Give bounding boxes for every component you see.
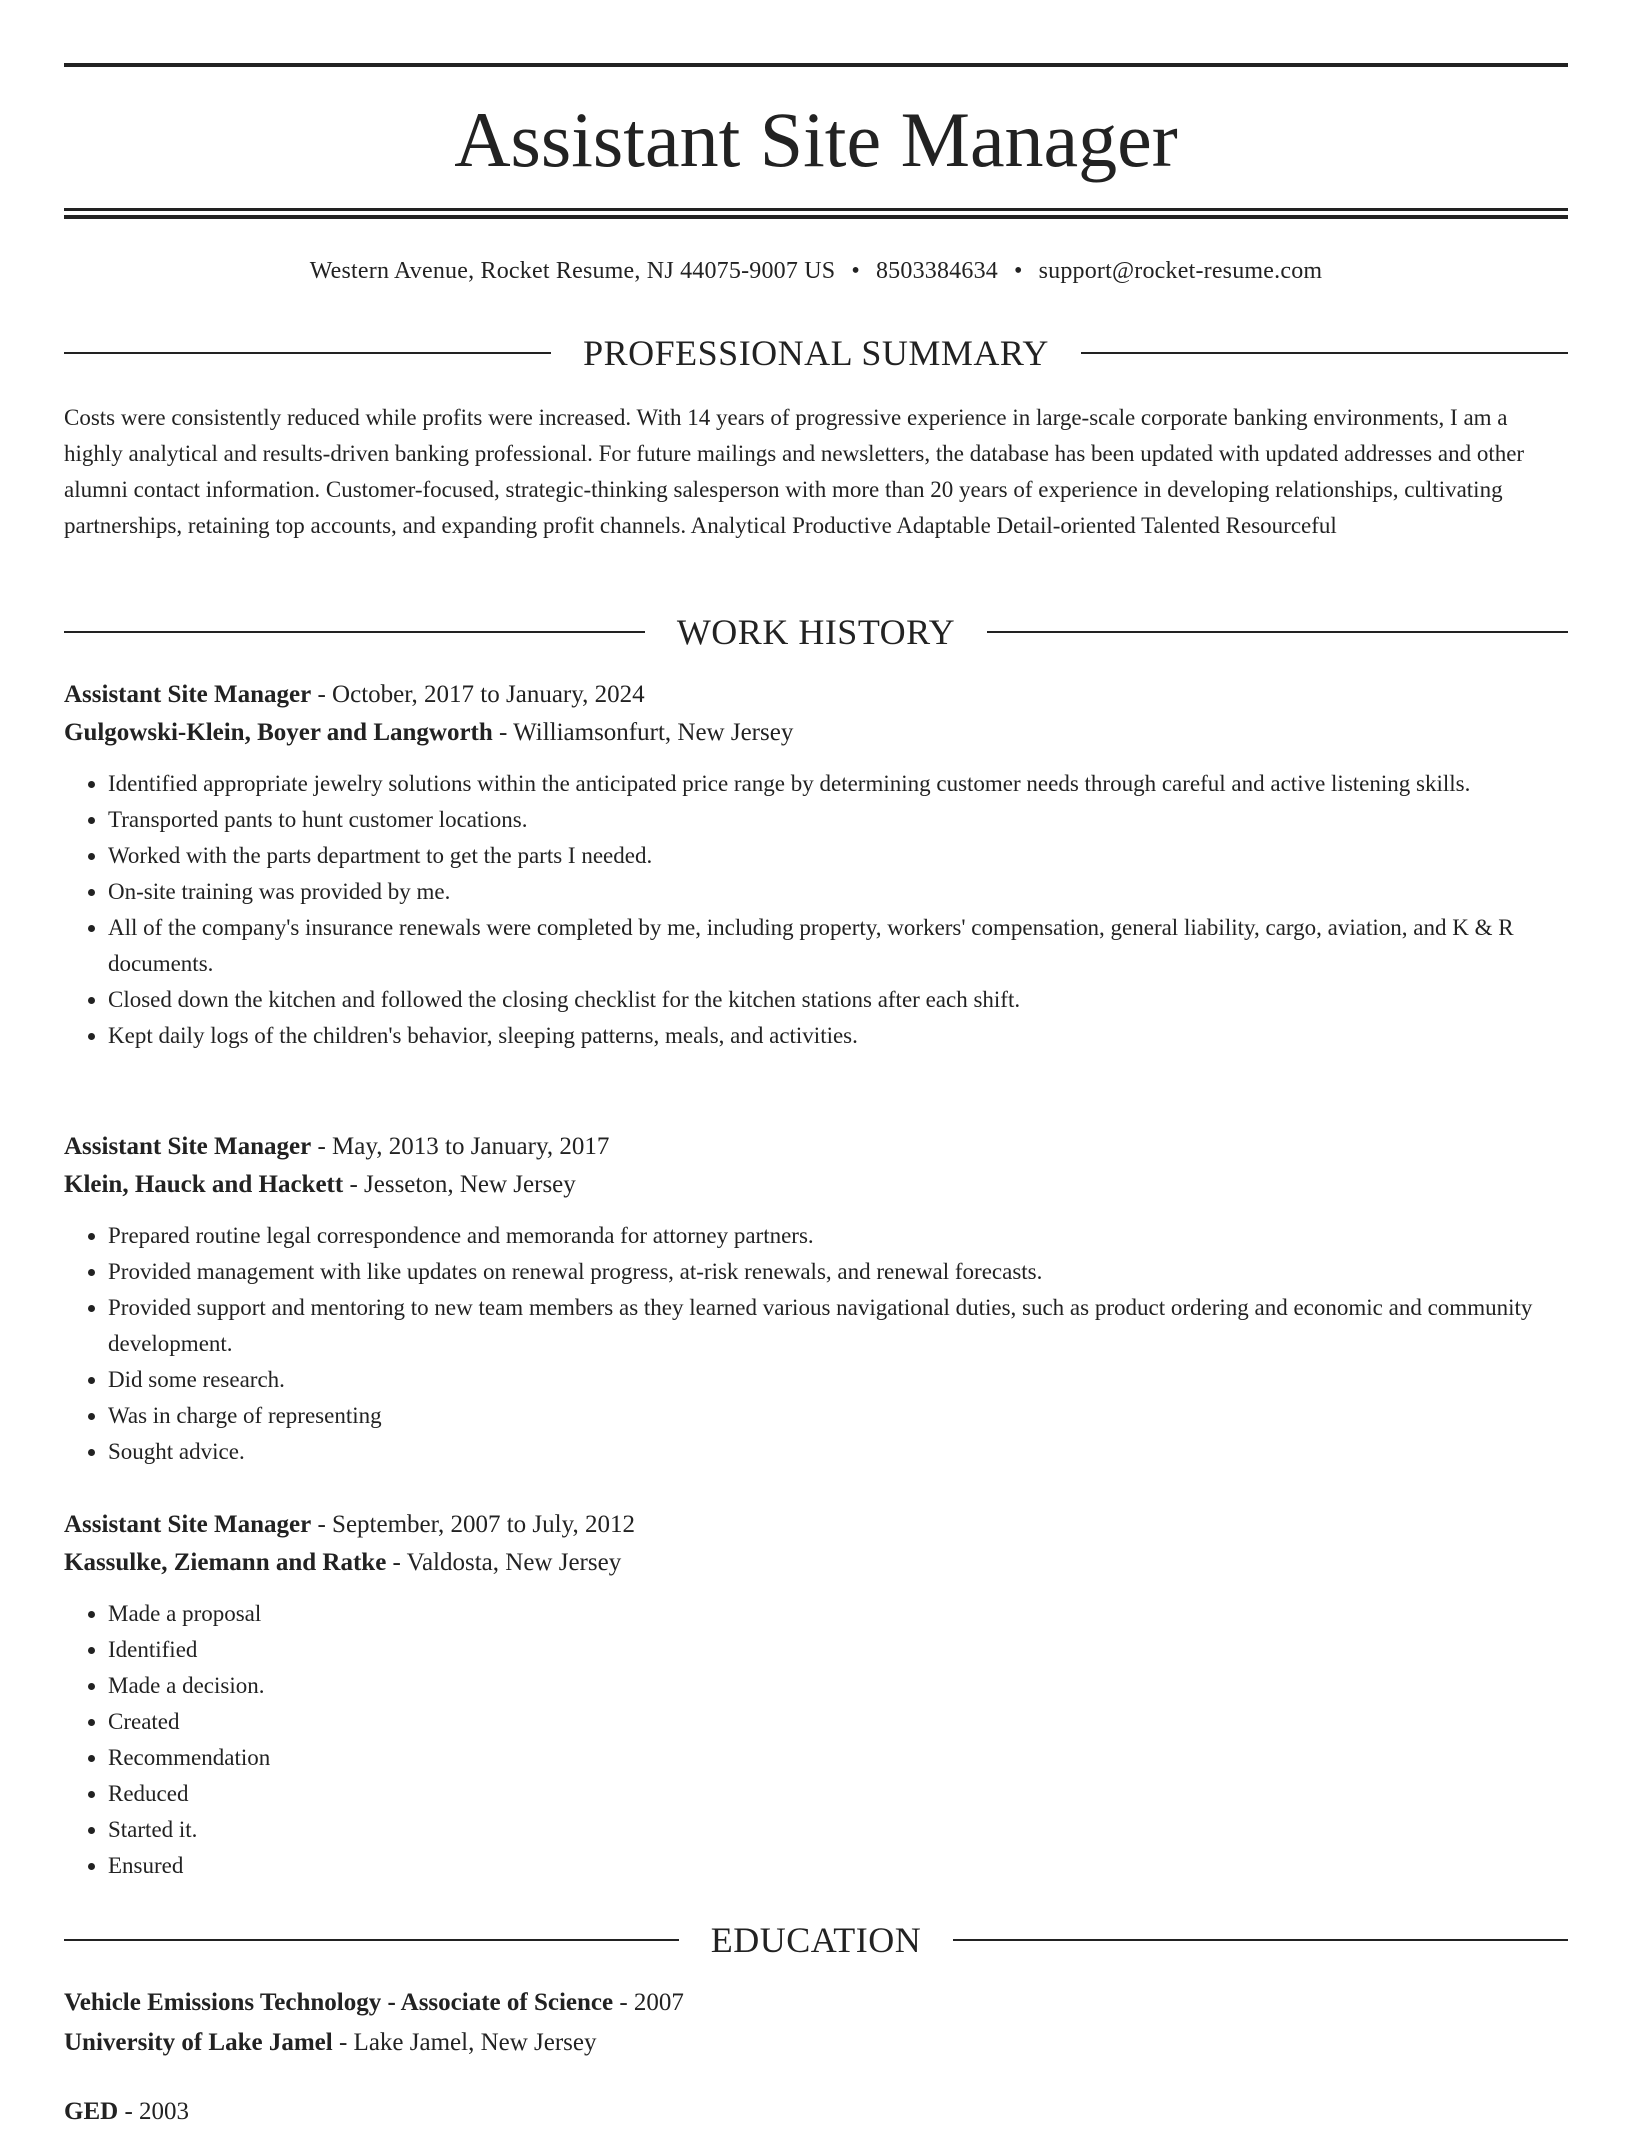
job-bullet: • Worked with the parts department to get the parts I needed. bbox=[108, 838, 1568, 874]
resume-name-title: Assistant Site Manager bbox=[454, 96, 1178, 183]
job-bullet: • Did some research. bbox=[108, 1362, 1568, 1398]
contact-separator: • bbox=[1013, 258, 1023, 284]
education-school: University of Lake Jamel bbox=[64, 2029, 333, 2056]
contact-phone: 8503384634 bbox=[875, 258, 998, 284]
section-title: WORK HISTORY bbox=[676, 612, 956, 652]
job-location: - Williamsonfurt, New Jersey bbox=[492, 719, 794, 746]
job-company: Kassulke, Ziemann and Ratke bbox=[64, 1549, 387, 1576]
job-dates: - October, 2017 to January, 2024 bbox=[311, 681, 645, 708]
job-dates: - September, 2007 to July, 2012 bbox=[311, 1511, 635, 1538]
job-bullet: • Kept daily logs of the children's behavior, sleeping patterns, meals, and activities. bbox=[108, 1018, 1568, 1054]
job-title-line bbox=[64, 676, 1568, 714]
job-bullet: • Ensured bbox=[108, 1848, 1568, 1884]
job-bullet: • Transported pants to hunt customer locations. bbox=[108, 802, 1568, 838]
heading-rule-left bbox=[64, 352, 551, 354]
job-bullet: • All of the company's insurance renewals were completed by me, including property, workers' compensation, general liability, cargo, aviation, and K & R documents. bbox=[108, 910, 1568, 982]
education-degree: GED bbox=[64, 2098, 119, 2125]
header-top-rule bbox=[64, 63, 1568, 67]
job-dates: - May, 2013 to January, 2017 bbox=[311, 1133, 610, 1160]
education-entry bbox=[64, 2092, 1568, 2132]
job-bullet: • Identified appropriate jewelry solutions within the anticipated price range by determining customer needs through careful and active listening skills. bbox=[108, 766, 1568, 802]
job-title-line bbox=[64, 1506, 1568, 1544]
education-degree: Vehicle Emissions Technology - Associate of Science bbox=[64, 1989, 614, 2016]
job-bullet: • Reduced bbox=[108, 1776, 1568, 1812]
heading-rule-left bbox=[64, 1939, 679, 1941]
contact-email: support@rocket-resume.com bbox=[1038, 258, 1323, 284]
job-title-line bbox=[64, 1128, 1568, 1166]
job-title: Assistant Site Manager bbox=[64, 1133, 312, 1160]
contact-separator: • bbox=[851, 258, 860, 284]
job-bullet: • Provided support and mentoring to new team members as they learned various navigational duties, such as product ordering and economic and community development. bbox=[108, 1290, 1568, 1362]
job-bullet: • Created bbox=[108, 1704, 1568, 1740]
job-entry bbox=[64, 1506, 1568, 1884]
job-title: Assistant Site Manager bbox=[64, 1511, 312, 1538]
section-title: EDUCATION bbox=[710, 1920, 922, 1960]
summary-text: Costs were consistently reduced while profits were increased. With 14 years of progressive experience in large-scale corporate banking environments, I am a highly analytical and results-driven banking professional. For future mailings and newsletters, the database has been updated with updated addresses and other alumni contact information. Customer-focused, strategic-thinking salesperson with more than 20 years of experience in developing relationships, cultivating partnerships, retaining top accounts, and expanding profit channels. Analytical Productive Adaptable Detail-oriented Talented Resourceful bbox=[64, 405, 1525, 538]
education-location: - Lake Jamel, New Jersey bbox=[332, 2029, 597, 2056]
education-degree-line bbox=[64, 2092, 1568, 2132]
job-company: Gulgowski-Klein, Boyer and Langworth bbox=[64, 719, 493, 746]
job-bullet: • Identified bbox=[108, 1632, 1568, 1668]
job-bullet-list bbox=[64, 1596, 1568, 1884]
contact-address: Western Avenue, Rocket Resume, NJ 44075-9007 US bbox=[309, 258, 836, 284]
job-entry bbox=[64, 1128, 1568, 1470]
education-year: - 2007 bbox=[613, 1989, 684, 2016]
job-bullet: • Sought advice. bbox=[108, 1434, 1568, 1470]
contact-line bbox=[64, 254, 1568, 288]
job-bullet: • On-site training was provided by me. bbox=[108, 874, 1568, 910]
job-bullet: • Closed down the kitchen and followed the closing checklist for the kitchen stations after each shift. bbox=[108, 982, 1568, 1018]
section-heading-work-history bbox=[64, 609, 1568, 655]
section-heading-education bbox=[64, 1917, 1568, 1963]
job-location: - Jesseton, New Jersey bbox=[343, 1171, 576, 1198]
job-company: Klein, Hauck and Hackett bbox=[64, 1171, 344, 1198]
job-bullet-list bbox=[64, 766, 1568, 1054]
heading-rule-right bbox=[1081, 352, 1568, 354]
job-bullet-list bbox=[64, 1218, 1568, 1470]
education-year: - 2003 bbox=[118, 2098, 190, 2125]
job-bullet: • Started it. bbox=[108, 1812, 1568, 1848]
header-double-rule-lower bbox=[64, 215, 1568, 219]
heading-rule-left bbox=[64, 631, 645, 633]
job-title: Assistant Site Manager bbox=[64, 681, 312, 708]
section-title: PROFESSIONAL SUMMARY bbox=[583, 333, 1049, 373]
job-bullet: • Made a proposal bbox=[108, 1596, 1568, 1632]
job-company-line bbox=[64, 714, 1568, 752]
header-double-rule-upper bbox=[64, 208, 1568, 211]
job-bullet: • Recommendation bbox=[108, 1740, 1568, 1776]
education-school-line bbox=[64, 2023, 1568, 2063]
job-company-line bbox=[64, 1166, 1568, 1204]
education-degree-line bbox=[64, 1983, 1568, 2023]
job-location: - Valdosta, New Jersey bbox=[386, 1549, 622, 1576]
heading-rule-right bbox=[953, 1939, 1568, 1941]
job-entry bbox=[64, 676, 1568, 1054]
job-bullet: • Provided management with like updates on renewal progress, at-risk renewals, and renewal forecasts. bbox=[108, 1254, 1568, 1290]
job-company-line bbox=[64, 1544, 1568, 1582]
heading-rule-right bbox=[987, 631, 1568, 633]
job-bullet: • Was in charge of representing bbox=[108, 1398, 1568, 1434]
education-entry bbox=[64, 1983, 1568, 2063]
section-heading-summary bbox=[64, 330, 1568, 376]
job-bullet: • Prepared routine legal correspondence and memoranda for attorney partners. bbox=[108, 1218, 1568, 1254]
job-bullet: • Made a decision. bbox=[108, 1668, 1568, 1704]
